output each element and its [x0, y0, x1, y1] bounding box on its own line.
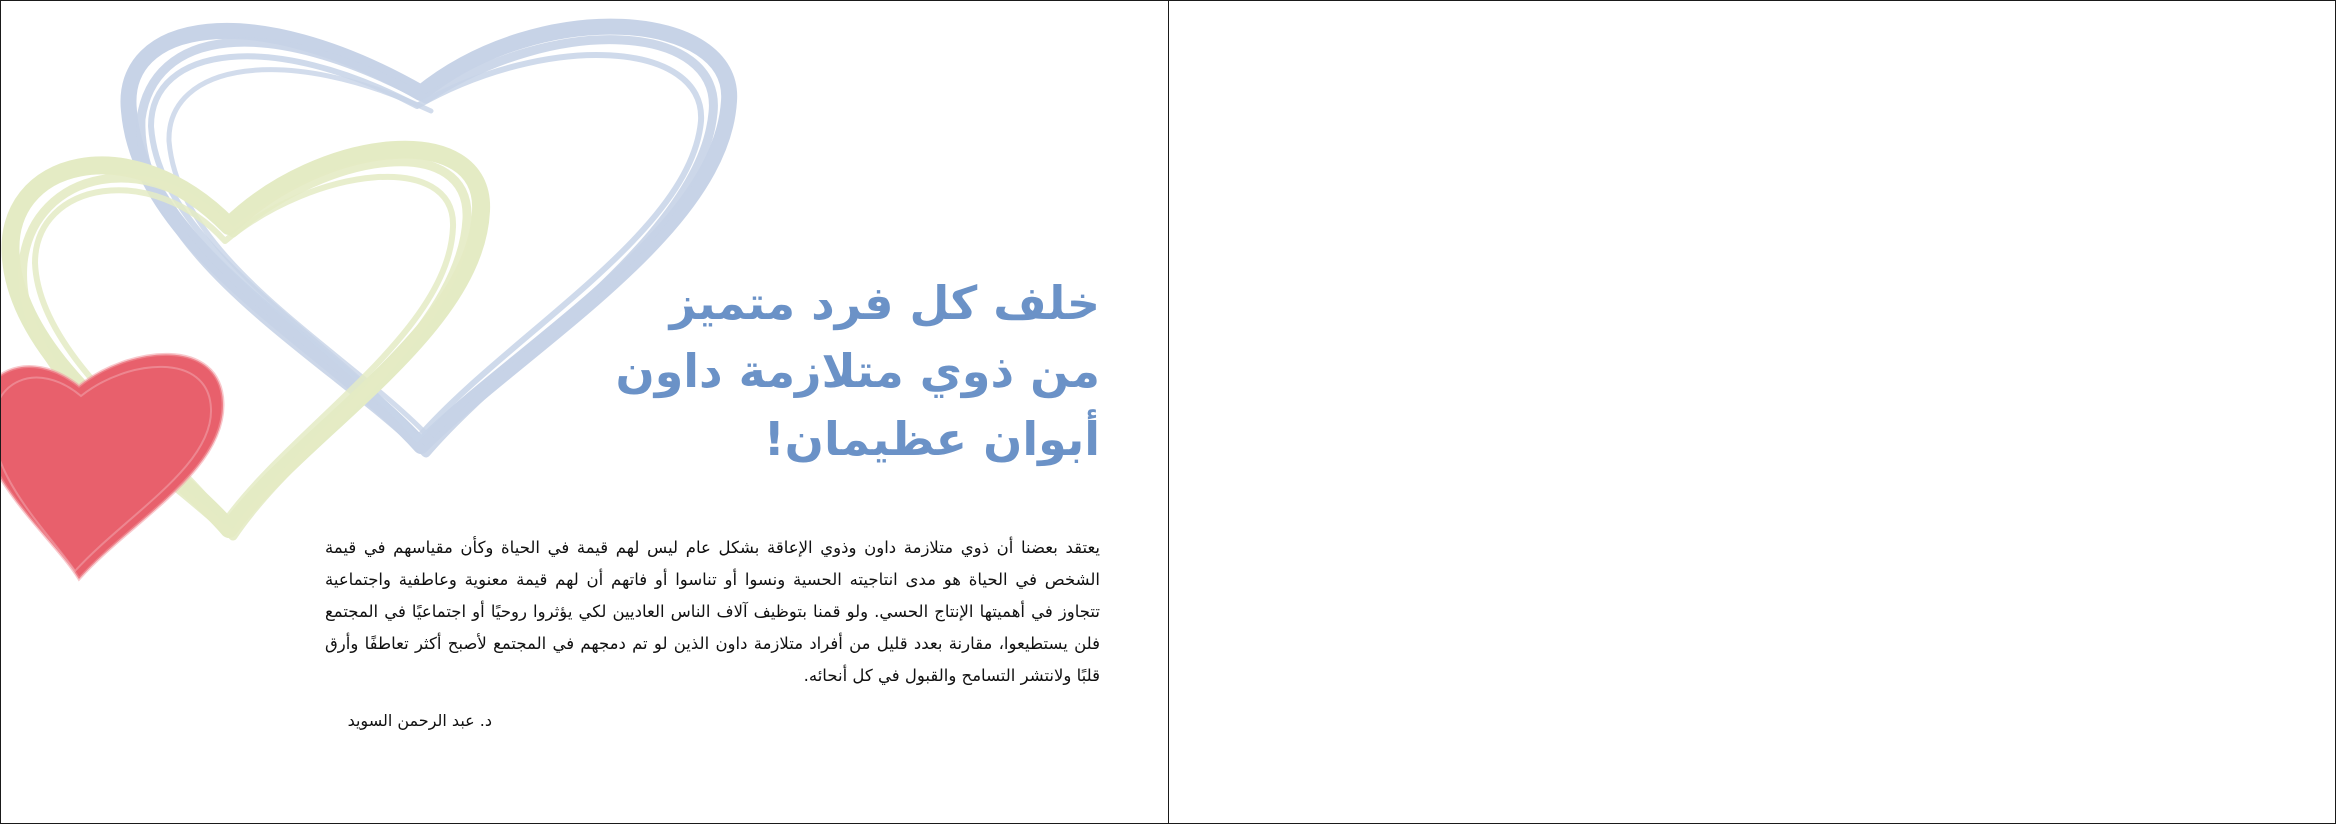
headline-line: خلف كل فرد متميز [669, 276, 1100, 330]
red-heart-icon [1, 354, 223, 579]
author-signature: د. عبد الرحمن السويد [347, 711, 492, 730]
headline-line: من ذوي متلازمة داون [615, 344, 1100, 398]
headline-line: أبوان عظيمان! [763, 412, 1100, 466]
left-page [1, 1, 1168, 823]
headline [580, 269, 1100, 473]
right-page [1168, 1, 2335, 823]
body-paragraph: يعتقد بعضنا أن ذوي متلازمة داون وذوي الإعاقة بشكل عام ليس لهم قيمة في الحياة وكأن مقياسهم في قيمة الشخص في الحياة هو مدى انتاجيته الحسية ونسوا أو تناسوا أو فاتهم أن لهم قيمة معنوية وعاطفية واجتماعية تتجاوز في أهميتها الإنتاج الحسي. ولو قمنا بتوظيف آلاف الناس العاديين لكي يؤثروا روحيًا أو اجتماعيًا في المجتمع فلن يستطيعوا، مقارنة بعدد قليل من أفراد متلازمة داون الذين لو تم دمجهم في المجتمع لأصبح أكثر تعاطفًا وأرق قلبًا ولانتشر التسامح والقبول في كل أنحائه. [325, 537, 1100, 685]
